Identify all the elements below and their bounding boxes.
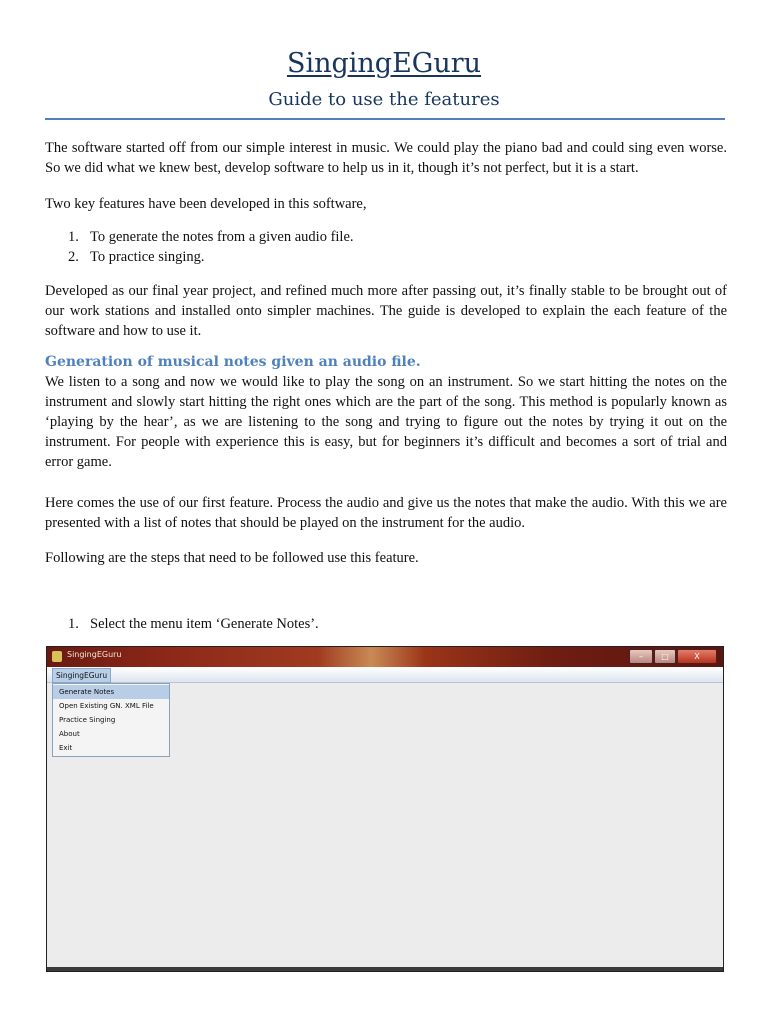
list-number: 1.: [68, 616, 79, 632]
maximize-button[interactable]: □: [654, 649, 676, 664]
section-paragraph: We listen to a song and now we would like to play the song on an instrument. So we start hitting the notes on the instrument and slowly start hitting the right ones which are the part of the song. This method is popularly known as ‘playing by the hear’, as we are listening to the song and trying to figure out the notes by trying it out on the instrument. For people with experience this is easy, but for beginners it’s difficult and becomes a sort of trial and error game.: [45, 374, 727, 470]
list-text: To generate the notes from a given audio file.: [90, 229, 354, 245]
list-number: 1.: [68, 229, 79, 245]
app-icon: [52, 651, 62, 662]
list-item: [68, 227, 708, 247]
list-number: 2.: [68, 249, 79, 265]
list-item: [68, 247, 708, 267]
menu-item-about[interactable]: About: [59, 730, 80, 738]
menu-item-practice-singing[interactable]: Practice Singing: [59, 716, 116, 724]
feature-paragraph: Here comes the use of our first feature. Process the audio and give us the notes that make the audio. With this we are presented with a list of notes that should be played on the instrument for the audio.: [45, 495, 727, 531]
document-title: SingingEGuru: [286, 48, 482, 79]
minimize-button[interactable]: –: [629, 649, 653, 664]
app-screenshot: [46, 646, 724, 972]
dropdown-menu: [52, 683, 170, 757]
document-subtitle: Guide to use the features: [268, 89, 500, 110]
menu-item-exit[interactable]: Exit: [59, 744, 73, 752]
section-heading: Generation of musical notes given an audio file.: [45, 354, 421, 370]
intro-paragraph: The software started off from our simple interest in music. We could play the piano bad and could sing even worse. So we did what we knew best, develop software to help us in it, though it’s not perfect, but it is a start.: [45, 140, 727, 176]
window-title: SingingEGuru: [67, 650, 122, 659]
menu-bar: [47, 667, 723, 683]
window-controls: [628, 649, 717, 663]
window-titlebar: [47, 647, 723, 667]
close-button[interactable]: X: [677, 649, 717, 664]
menu-item-open-existing[interactable]: Open Existing GN. XML File: [59, 702, 154, 710]
menu-singingeguru[interactable]: SingingEGuru: [52, 668, 111, 683]
list-text: Select the menu item ‘Generate Notes’.: [90, 616, 319, 632]
menu-item-generate-notes[interactable]: Generate Notes: [53, 685, 169, 699]
list-text: To practice singing.: [90, 249, 205, 265]
steps-intro-paragraph: Following are the steps that need to be followed use this feature.: [45, 550, 419, 566]
title-divider: [45, 118, 725, 120]
step-item: [68, 614, 708, 634]
features-intro-paragraph: Two key features have been developed in this software,: [45, 196, 367, 212]
project-paragraph: Developed as our final year project, and refined much more after passing out, it’s finally stable to be brought out of our work stations and installed onto simpler machines. The guide is developed to explain the each feature of the software and how to use it.: [45, 283, 727, 339]
window-bottom-edge: [47, 967, 723, 971]
